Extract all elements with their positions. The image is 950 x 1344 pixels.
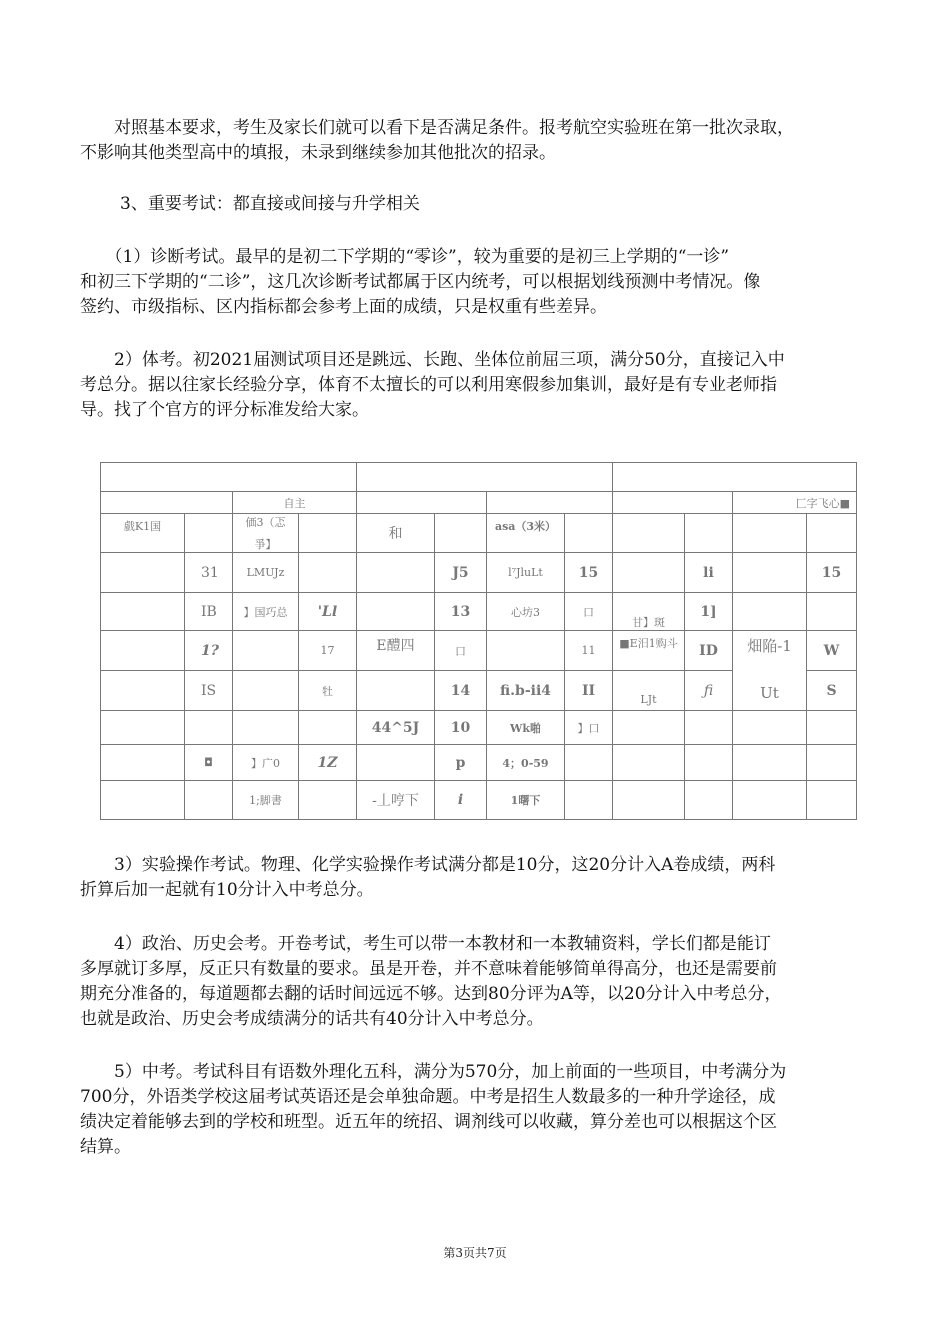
- pe-scoring-table: [100, 462, 857, 820]
- table-cell: 和: [357, 514, 435, 553]
- text-line: 也就是政治、历史会考成绩满分的话共有40分计入中考总分。: [80, 1009, 544, 1029]
- table-cell: IB: [185, 593, 233, 631]
- section-heading: 3、重要考试：都直接或间接与升学相关: [120, 194, 420, 214]
- text-line: 5）中考。考试科目有语数外理化五科，满分为570分，加上前面的一些项目，中考满分为: [80, 1062, 787, 1082]
- table-row: [101, 463, 857, 492]
- table-cell: [357, 492, 487, 514]
- table-cell: 】口: [565, 711, 613, 745]
- table-cell: [101, 593, 185, 631]
- table-cell: ■E汨1购斗: [613, 631, 685, 671]
- table-cell: [299, 781, 357, 820]
- table-cell: i: [435, 781, 487, 820]
- table-cell: ƒi: [685, 671, 733, 711]
- text-line: 和初三下学期的“二诊”，这几次诊断考试都属于区内统考，可以根据划线预测中考情况。像: [80, 272, 761, 292]
- table-row: [101, 781, 857, 820]
- table-cell: LJt: [613, 671, 685, 711]
- paragraph-pe-exam: [80, 348, 876, 423]
- table-cell: 口: [565, 593, 613, 631]
- table-row: [101, 492, 857, 514]
- cell-text: Ut: [760, 684, 779, 702]
- text-line: 期充分准备的，每道题都去翻的话时间远远不够。达到80分评为A等，以20分计入中考总分，: [80, 984, 782, 1004]
- table-cell: Wk啪: [487, 711, 565, 745]
- table-cell: 1Z: [299, 745, 357, 781]
- table-cell: [299, 514, 357, 553]
- table-cell: [733, 711, 807, 745]
- table-cell: [807, 711, 857, 745]
- table-cell: [685, 514, 733, 553]
- table-cell: [807, 781, 857, 820]
- table-cell: [487, 492, 613, 514]
- table-cell: [807, 514, 857, 553]
- table-cell: [233, 671, 299, 711]
- table-cell: ID: [685, 631, 733, 671]
- table-cell: 】国巧总: [233, 593, 299, 631]
- table-cell: l⁷JluLt: [487, 553, 565, 593]
- text-line: （1）诊断考试。最早的是初二下学期的“零诊”，较为重要的是初三上学期的“一诊”: [80, 247, 730, 267]
- paragraph-lab-exam: [80, 853, 876, 903]
- table-row: [101, 553, 857, 593]
- table-cell: 14: [435, 671, 487, 711]
- cell-text: 爭】: [254, 538, 277, 551]
- cell-text: 畑陥-1: [747, 637, 792, 655]
- table-cell: fi.b-ii4: [487, 671, 565, 711]
- table-cell: 11: [565, 631, 613, 671]
- table-cell: -丄哼下: [357, 781, 435, 820]
- table-cell: [357, 553, 435, 593]
- table-cell: 1;脚書: [233, 781, 299, 820]
- table-cell: li: [685, 553, 733, 593]
- text-line: 绩决定着能够去到的学校和班型。近五年的统招、调剂线可以收藏，算分差也可以根据这个区: [80, 1112, 777, 1132]
- text-line: 2）体考。初2021届测试项目还是跳远、长跑、坐体位前屈三项，满分50分，直接记入中: [80, 350, 785, 370]
- table-cell: [357, 593, 435, 631]
- table-cell: [233, 631, 299, 671]
- text-line: 对照基本要求，考生及家长们就可以看下是否满足条件。报考航空实验班在第一批次录取，: [80, 118, 794, 138]
- table-cell: [613, 463, 857, 492]
- table-cell: 15: [565, 553, 613, 593]
- table-cell: [299, 711, 357, 745]
- cell-text: 価3（忑: [245, 516, 286, 529]
- table-cell: [565, 781, 613, 820]
- table-cell: [733, 593, 807, 631]
- table-cell: E醴四: [357, 631, 435, 671]
- table-cell: [733, 514, 807, 553]
- table-cell: [299, 553, 357, 593]
- table-cell: [565, 745, 613, 781]
- table-cell: [101, 671, 185, 711]
- table-cell: [613, 711, 685, 745]
- table-cell: [613, 781, 685, 820]
- table-cell: J5: [435, 553, 487, 593]
- table-cell: [807, 593, 857, 631]
- table-cell: [101, 711, 185, 745]
- table-cell: ◘: [185, 745, 233, 781]
- table-cell: 戲K1国: [101, 514, 185, 553]
- table-cell: [733, 631, 807, 711]
- table-cell: 1]: [685, 593, 733, 631]
- table-cell: [101, 781, 185, 820]
- paragraph-requirements: [80, 116, 876, 166]
- table-cell: II: [565, 671, 613, 711]
- text-line: 导。找了个官方的评分标准发给大家。: [80, 400, 369, 420]
- table-cell: 牡: [299, 671, 357, 711]
- table-cell: [357, 745, 435, 781]
- table-cell: [685, 781, 733, 820]
- table-cell: [101, 463, 357, 492]
- paragraph-zhongkao: [80, 1060, 876, 1160]
- table-cell: 口: [435, 631, 487, 671]
- table-cell: [435, 514, 487, 553]
- table-cell: [807, 745, 857, 781]
- text-line: 结算。: [80, 1137, 131, 1157]
- table-cell: 】广0: [233, 745, 299, 781]
- table-row: [101, 514, 857, 553]
- table-cell: 匚字飞心■: [733, 492, 857, 514]
- table-cell: [233, 514, 299, 553]
- table-cell: [565, 514, 613, 553]
- table-row: [101, 631, 857, 671]
- table-cell: [613, 514, 685, 553]
- table-cell: 心坊3: [487, 593, 565, 631]
- text-line: 折算后加一起就有10分计入中考总分。: [80, 880, 374, 900]
- table-cell: [185, 711, 233, 745]
- table-cell: [357, 671, 435, 711]
- table-cell: LMUJz: [233, 553, 299, 593]
- table-cell: 自主: [233, 492, 357, 514]
- table-cell: [185, 781, 233, 820]
- page-number: 第3页共7页: [443, 1246, 507, 1260]
- table-cell: [613, 553, 685, 593]
- table-cell: 1?: [185, 631, 233, 671]
- table-cell: [101, 631, 185, 671]
- paragraph-politics-history: [80, 932, 876, 1032]
- paragraph-diagnostic-exams: [80, 245, 876, 320]
- table-cell: [233, 711, 299, 745]
- table-cell: [733, 781, 807, 820]
- text-line: 多厚就订多厚，反正只有数量的要求。虽是开卷，并不意味着能够简单得高分，也还是需要前: [80, 959, 777, 979]
- table-cell: 17: [299, 631, 357, 671]
- table-cell: 15: [807, 553, 857, 593]
- table-cell: [185, 514, 233, 553]
- table-cell: [733, 745, 807, 781]
- table-cell: [101, 745, 185, 781]
- table-cell: W: [807, 631, 857, 671]
- table-cell: [685, 745, 733, 781]
- table-cell: [487, 631, 565, 671]
- table-cell: [101, 553, 185, 593]
- table-cell: [613, 745, 685, 781]
- text-line: 不影响其他类型高中的填报，未录到继续参加其他批次的招录。: [80, 143, 556, 163]
- table-cell: [733, 553, 807, 593]
- table-cell: 31: [185, 553, 233, 593]
- table-cell: S: [807, 671, 857, 711]
- table-cell: 'Ll: [299, 593, 357, 631]
- table-cell: [101, 492, 233, 514]
- table-cell: 44^5J: [357, 711, 435, 745]
- table-cell: 甘】斑: [613, 593, 685, 631]
- table-cell: 1曙下: [487, 781, 565, 820]
- table-row: [101, 593, 857, 631]
- table-cell: [685, 711, 733, 745]
- table-cell: 4；0-59: [487, 745, 565, 781]
- text-line: 4）政治、历史会考。开卷考试，考生可以带一本教材和一本教辅资料，学长们都是能订: [80, 934, 771, 954]
- table-cell: asa（3米）: [487, 514, 565, 553]
- table-cell: 13: [435, 593, 487, 631]
- table-row: [101, 745, 857, 781]
- text-line: 700分，外语类学校这届考试英语还是会单独命题。中考是招生人数最多的一种升学途径，成: [80, 1087, 776, 1107]
- table-cell: IS: [185, 671, 233, 711]
- table-row: [101, 711, 857, 745]
- table-cell: [613, 492, 733, 514]
- table-cell: p: [435, 745, 487, 781]
- text-line: 3）实验操作考试。物理、化学实验操作考试满分都是10分，这20分计入A卷成绩，两科: [80, 855, 776, 875]
- table-cell: [357, 463, 613, 492]
- text-line: 签约、市级指标、区内指标都会参考上面的成绩，只是权重有些差异。: [80, 297, 607, 317]
- table-cell: 10: [435, 711, 487, 745]
- text-line: 考总分。据以往家长经验分享，体育不太擅长的可以利用寒假参加集训，最好是有专业老师指: [80, 375, 777, 395]
